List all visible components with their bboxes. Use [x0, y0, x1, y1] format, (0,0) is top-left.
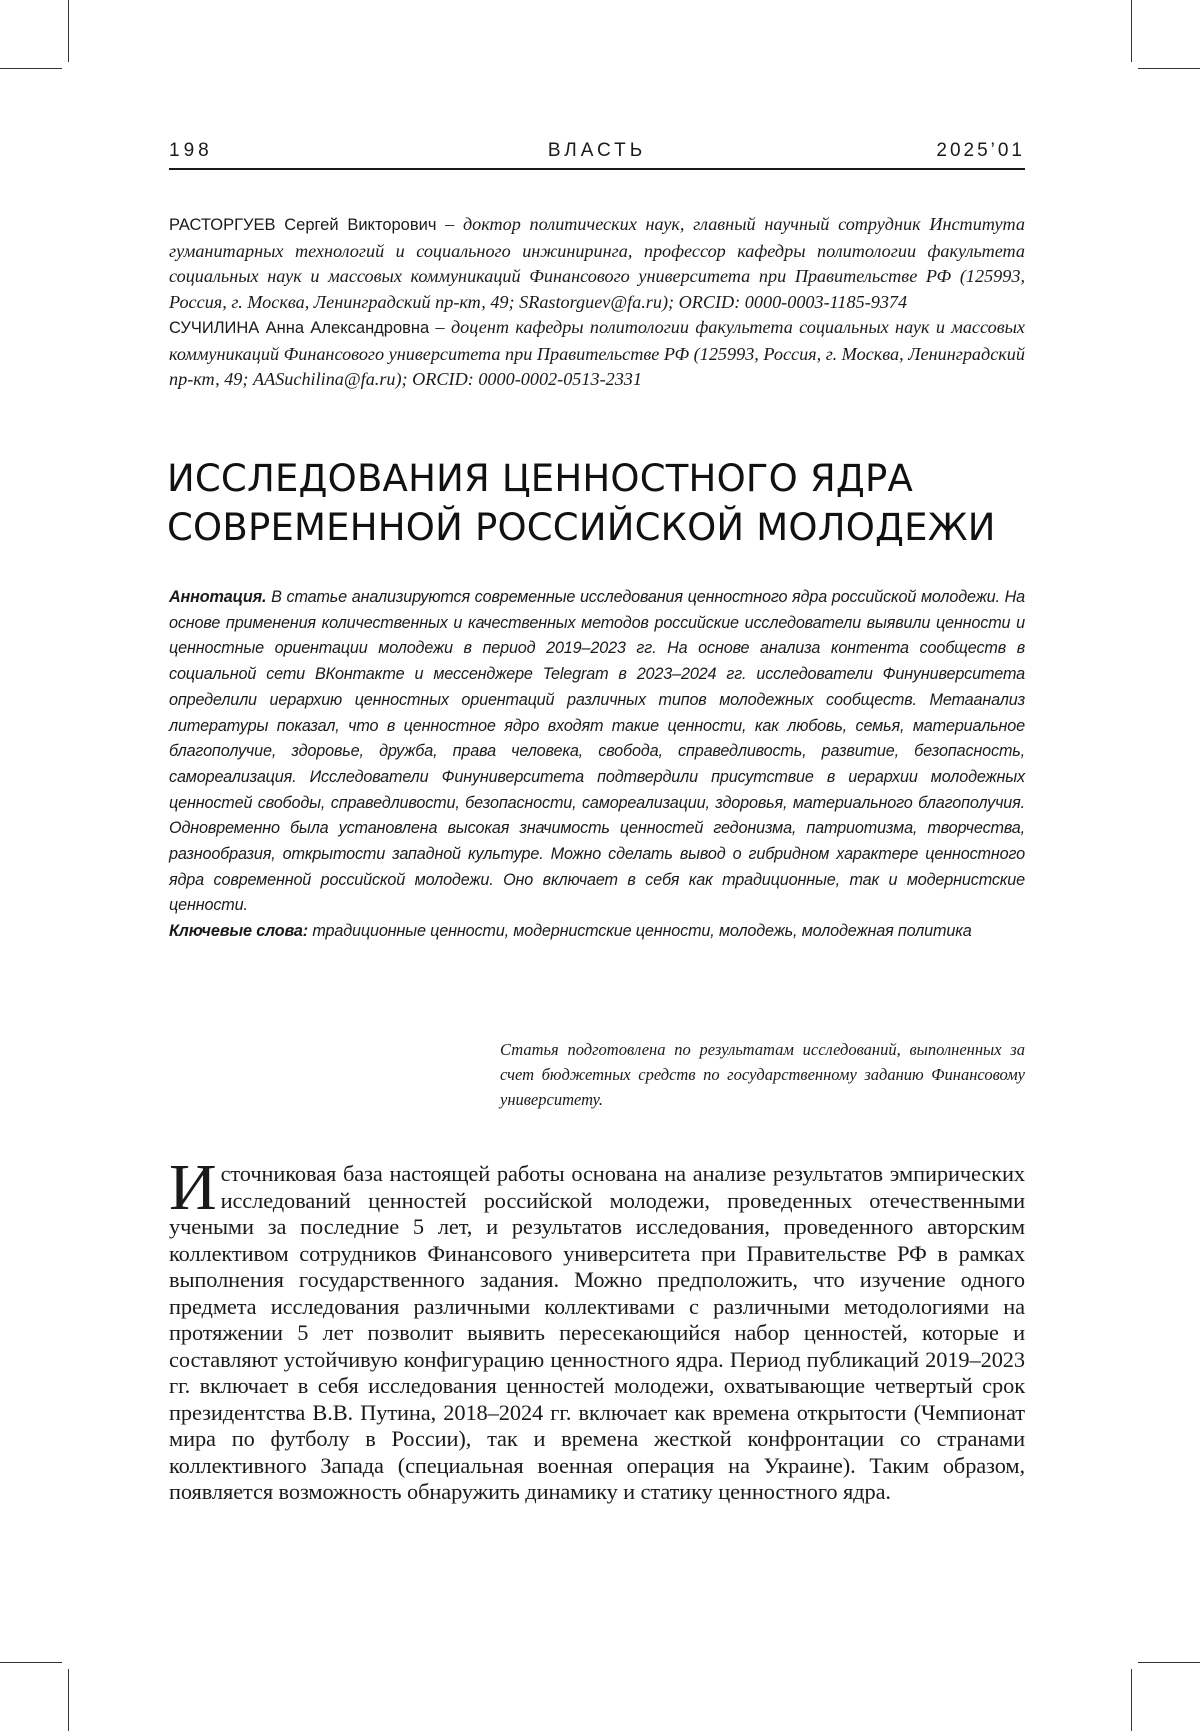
title-line: СОВРЕМЕННОЙ РОССИЙСКОЙ МОЛОДЕЖИ — [167, 503, 1047, 552]
author-info — [169, 212, 1025, 393]
author-name: СУЧИЛИНА Анна Александровна — [169, 319, 429, 337]
body-paragraph — [169, 1161, 1025, 1506]
abstract-text: В статье анализируются современные исследования ценностного ядра российской молодежи. На основе применения количественных и качественных методов российские исследователи выявили ценности и ценностные ориентации молодежи в период 2019–2023 гг. На основе анализа контента сообществ в социальной сети ВКонтакте и мессенджере Telegram в 2023–2024 гг. исследователи Финуниверситета определили иерархию ценностных ориентаций различных типов молодежных сообществ. Метаанализ литературы показал, что в ценностное ядро входят такие ценности, как любовь, семья, материальное благополучие, здоровье, дружба, права человека, свобода, справедливость, развитие, безопасность, самореализация. Исследователи Финуниверситета подтвердили присутствие в иерархии молодежных ценностей свободы, справедливости, безопасности, самореализации, здоровья, материального благополучия. Одновременно была установлена высокая значимость ценностей гедонизма, патриотизма, творчества, разнообразия, открытости западной культуре. Можно сделать вывод о гибридном характере ценностного ядра современной российской молодежи. Оно включает в себя как традиционные, так и модернистские ценности. — [169, 588, 1025, 914]
article-title — [167, 454, 1047, 552]
author-affiliation: – доктор политических наук, главный научный сотрудник Института гуманитарных технологий и социального инжиниринга, профессор кафедры политологии факультета социальных наук и массовых коммуникаций Финансового университета при Правительстве РФ (125993, Россия, г. Москва, Ленинградский пр-кт, 49; SRastorguev@fa.ru); ORCID: 0000-0003-1185-9374 — [169, 214, 1025, 312]
author-entry — [169, 315, 1025, 393]
crop-mark — [0, 1662, 62, 1663]
author-affiliation: – доцент кафедры политологии факультета социальных наук и массовых коммуникаций Финансового университета при Правительстве РФ (125993, Россия, г. Москва, Ленинградский пр-кт, 49; AASuchilina@fa.ru); ORCID: 0000-0002-0513-2331 — [169, 317, 1025, 389]
keywords-text: традиционные ценности, модернистские ценности, молодежь, молодежная политика — [308, 922, 972, 940]
page-number: 198 — [169, 140, 213, 162]
keywords — [169, 919, 1025, 945]
running-head — [169, 140, 1025, 170]
funding-note: Статья подготовлена по результатам исследований, выполненных за счет бюджетных средств по государственному заданию Финансовому университету. — [500, 1037, 1025, 1112]
issue-number: 2025’01 — [936, 140, 1025, 162]
crop-mark — [1131, 0, 1132, 62]
crop-mark — [1138, 68, 1200, 69]
author-entry — [169, 212, 1025, 315]
author-name: РАСТОРГУЕВ Сергей Викторович — [169, 216, 436, 234]
crop-mark — [1138, 1662, 1200, 1663]
crop-mark — [68, 1669, 69, 1731]
keywords-label: Ключевые слова: — [169, 922, 308, 940]
crop-mark — [0, 68, 62, 69]
drop-cap: И — [169, 1163, 217, 1213]
crop-mark — [1131, 1669, 1132, 1731]
abstract-paragraph — [169, 585, 1025, 919]
title-line: ИССЛЕДОВАНИЯ ЦЕННОСТНОГО ЯДРА — [167, 454, 1047, 503]
abstract-label: Аннотация. — [169, 588, 266, 606]
abstract — [169, 585, 1025, 945]
crop-mark — [68, 0, 69, 62]
body-text — [169, 1161, 1025, 1506]
journal-title: ВЛАСТЬ — [169, 140, 1025, 162]
body-paragraph-text: сточниковая база настоящей работы основана на анализе результатов эмпирических исследований ценностей российской молодежи, проведенных отечественными учеными за последние 5 лет, и результатов исследования, проведенного авторским коллективом сотрудников Финансового университета при Правительстве РФ в рамках выполнения государственного задания. Можно предположить, что изучение одного предмета исследования различными коллективами с различными методологиями на протяжении 5 лет позволит выявить пересекающийся набор ценностей, которые и составляют устойчивую конфигурацию ценностного ядра. Период публикаций 2019–2023 гг. включает в себя исследования ценностей молодежи, охватывающие четвертый срок президентства В.В. Путина, 2018–2024 гг. включает как времена открытости (Чемпионат мира по футболу в России), так и времена жесткой конфронтации со странами коллективного Запада (специальная военная операция на Украине). Таким образом, появляется возможность обнаружить динамику и статику ценностного ядра. — [169, 1161, 1025, 1504]
